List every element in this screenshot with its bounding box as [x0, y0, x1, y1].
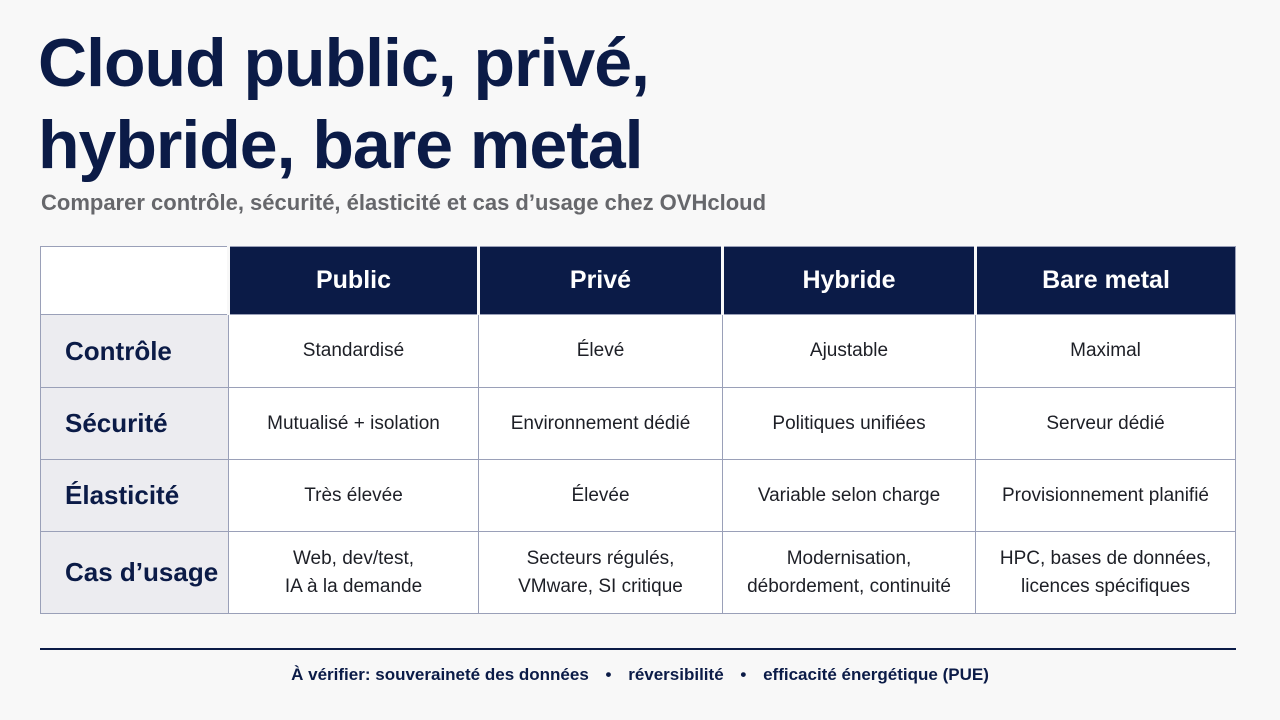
footer-prefix: À vérifier: — [291, 665, 371, 684]
cell-line: VMware, SI critique — [518, 575, 683, 597]
column-header-hybride: Hybride — [723, 247, 976, 315]
table-header-row — [41, 247, 1236, 315]
table-row-cas-usage — [41, 532, 1236, 614]
page-subtitle: Comparer contrôle, sécurité, élasticité et cas d’usage chez OVHcloud — [41, 190, 767, 215]
bullet-separator-icon: • — [605, 665, 612, 684]
table-cell: Maximal — [976, 315, 1236, 388]
row-header-securite: Sécurité — [41, 388, 229, 460]
row-header-cas-usage: Cas d’usage — [41, 532, 229, 614]
table-cell: Politiques unifiées — [723, 388, 976, 460]
table-cell — [479, 532, 723, 614]
table-row-controle — [41, 315, 1236, 388]
column-header-public: Public — [229, 247, 479, 315]
bullet-separator-icon: • — [740, 665, 747, 684]
row-header-elasticite: Élasticité — [41, 460, 229, 532]
table-cell: Élevé — [479, 315, 723, 388]
table-cell: Provisionnement planifié — [976, 460, 1236, 532]
table-cell — [229, 532, 479, 614]
cell-line: Web, dev/test, — [292, 547, 415, 569]
table-row-elasticite — [41, 460, 1236, 532]
comparison-table — [40, 246, 1236, 614]
table-corner-cell — [41, 247, 229, 315]
row-header-controle: Contrôle — [41, 315, 229, 388]
cell-line: Modernisation, — [786, 547, 912, 569]
table-cell: Élevée — [479, 460, 723, 532]
footer-note — [0, 665, 1280, 685]
table-cell: Mutualisé + isolation — [229, 388, 479, 460]
table-cell: Variable selon charge — [723, 460, 976, 532]
cell-line: débordement, continuité — [747, 575, 951, 597]
column-header-bare-metal: Bare metal — [976, 247, 1236, 315]
footer-item: efficacité énergétique (PUE) — [763, 665, 989, 684]
table-cell: Ajustable — [723, 315, 976, 388]
table-cell — [723, 532, 976, 614]
footer-item: réversibilité — [628, 665, 724, 684]
footer-item: souveraineté des données — [375, 665, 589, 684]
title-line-2: hybride, bare metal — [38, 107, 643, 183]
page-title — [38, 22, 649, 186]
column-header-prive: Privé — [479, 247, 723, 315]
cell-line: IA à la demande — [284, 575, 423, 597]
cell-line: licences spécifiques — [1021, 575, 1190, 597]
table-cell: Environnement dédié — [479, 388, 723, 460]
title-line-1: Cloud public, privé, — [38, 25, 649, 101]
footer-divider — [40, 648, 1236, 650]
table-cell: Serveur dédié — [976, 388, 1236, 460]
table-cell: Très élevée — [229, 460, 479, 532]
cell-line: Secteurs régulés, — [526, 547, 675, 569]
table-cell: Standardisé — [229, 315, 479, 388]
cell-line: HPC, bases de données, — [999, 547, 1212, 569]
table-cell — [976, 532, 1236, 614]
table-row-securite — [41, 388, 1236, 460]
